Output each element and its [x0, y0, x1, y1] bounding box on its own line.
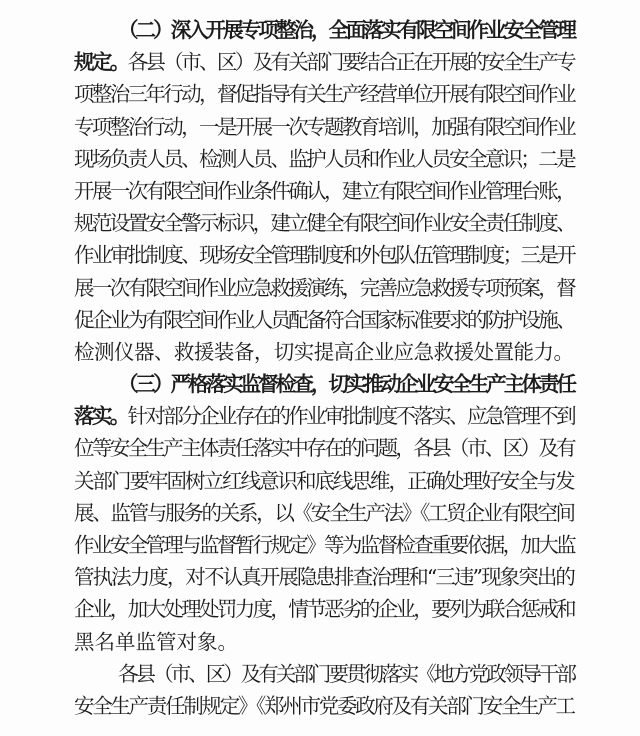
body-text: 专项整治行动，一是开展一次专题教育培训，加强有限空间作业: [74, 114, 574, 139]
text-line: [74, 400, 574, 432]
body-text: 作业安全管理与监督暂行规定》等为监督检查重要依据，加大监: [74, 533, 574, 557]
text-line: [74, 78, 574, 110]
body-text: 展一次有限空间作业应急救援演练，完善应急救援专项预案，督: [74, 275, 574, 300]
text-line: [74, 175, 574, 207]
body-text: 管执法力度，对不认真开展隐患排查治理和“三违”现象突出的: [74, 565, 574, 590]
bold-heading-text: 规定。: [74, 50, 128, 75]
text-line: [74, 593, 574, 625]
body-text: 展、监管与服务的关系，以《安全生产法》《工贸企业有限空间: [74, 500, 574, 525]
body-text: 各县（市、区）及有关部门要结合正在开展的安全生产专: [127, 50, 575, 75]
text-line: [74, 272, 574, 304]
text-line: [74, 111, 574, 143]
body-text: 作业审批制度、现场安全管理制度和外包队伍管理制度；三是开: [74, 243, 574, 268]
bold-heading-text: （二）深入开展专项整治，全面落实有限空间作业安全管理: [118, 18, 574, 42]
paragraph-section-3: [74, 368, 574, 658]
bold-heading-text: （三）严格落实监督检查，切实推动企业安全生产主体责任: [118, 372, 574, 397]
text-line: [74, 14, 574, 46]
text-line: [74, 368, 574, 400]
text-line: [74, 626, 574, 658]
text-line: [74, 432, 574, 464]
text-line: [74, 304, 574, 336]
text-line: [74, 465, 574, 497]
text-line: [74, 690, 574, 722]
text-line: [74, 46, 574, 78]
text-line: [74, 207, 574, 239]
text-line: [74, 529, 574, 561]
body-text: 针对部分企业存在的作业审批制度不落实、应急管理不到: [127, 404, 575, 429]
document-body: [74, 14, 574, 722]
text-line: [74, 561, 574, 593]
paragraph-section-4: [74, 658, 574, 722]
bold-heading-text: 落实。: [74, 404, 128, 429]
body-text: 各县（市、区）及有关部门要贯彻落实《地方党政领导干部: [118, 661, 574, 686]
paragraph-section-2: [74, 14, 574, 368]
text-line: [74, 497, 574, 529]
body-text: 检测仪器、救援装备，切实提高企业应急救援处置能力。: [74, 339, 574, 364]
body-text: 促企业为有限空间作业人员配备符合国家标准要求的防护设施、: [74, 307, 574, 332]
text-line: [74, 336, 574, 368]
text-line: [74, 239, 574, 271]
body-text: 安全生产责任制规定》《郑州市党委政府及有关部门安全生产工: [74, 693, 574, 718]
body-text: 黑名单监管对象。: [74, 629, 238, 654]
text-line: [74, 658, 574, 690]
body-text: 企业，加大处理处罚力度，情节恶劣的企业，要列为联合惩戒和: [74, 597, 574, 622]
body-text: 关部门要牢固树立红线意识和底线思维，正确处理好安全与发: [74, 468, 574, 493]
body-text: 开展一次有限空间作业条件确认，建立有限空间作业管理台账，: [74, 178, 574, 203]
body-text: 项整治三年行动，督促指导有关生产经营单位开展有限空间作业: [74, 82, 574, 107]
body-text: 位等安全生产主体责任落实中存在的问题，各县（市、区）及有: [74, 436, 574, 461]
body-text: 现场负责人员、检测人员、监护人员和作业人员安全意识；二是: [74, 146, 574, 171]
text-line: [74, 143, 574, 175]
body-text: 规范设置安全警示标识，建立健全有限空间作业安全责任制度、: [74, 211, 574, 236]
